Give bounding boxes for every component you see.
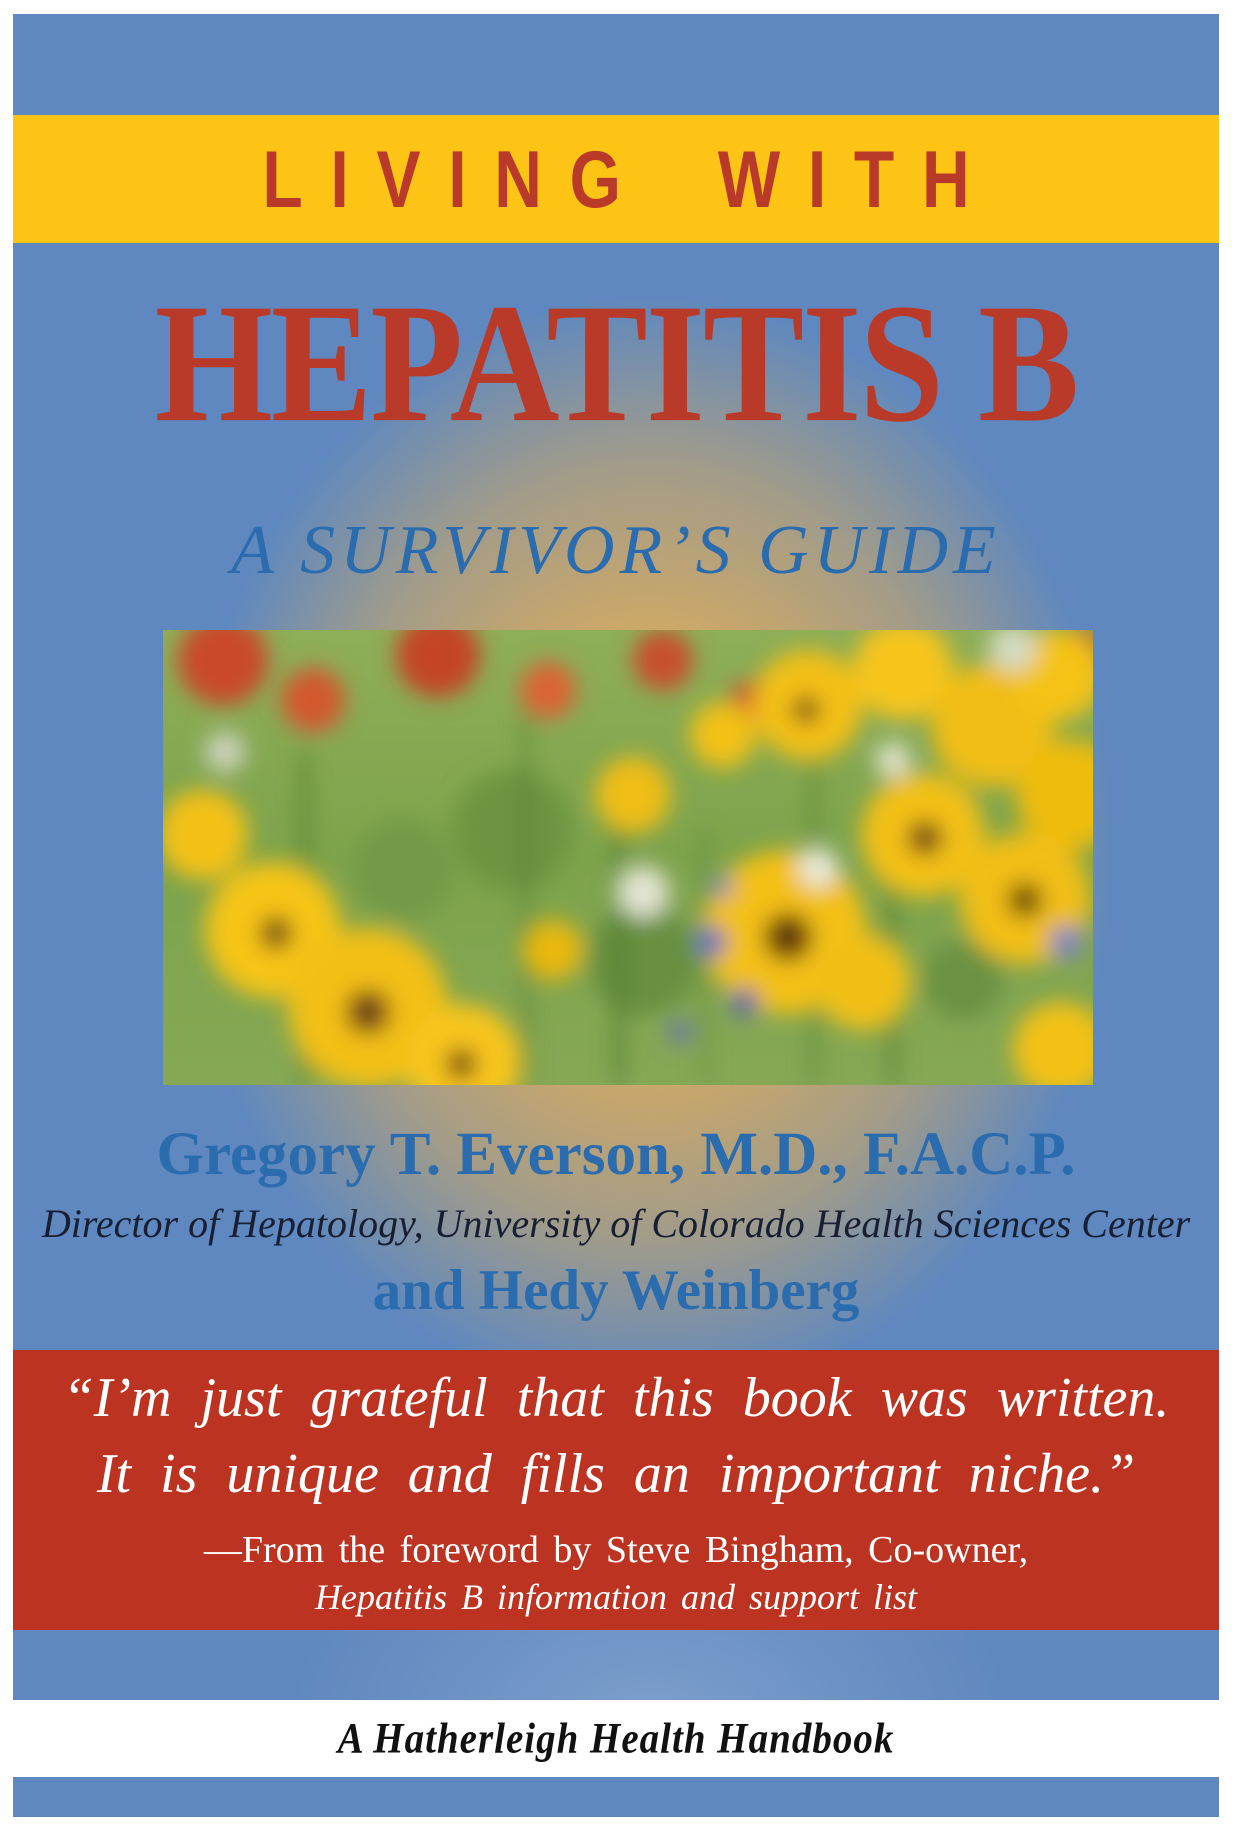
book-subtitle: A SURVIVOR’S GUIDE <box>231 512 1001 589</box>
cover-frame <box>13 14 1219 1817</box>
book-title: HEPATITIS B <box>154 268 1078 458</box>
publisher-band <box>13 1700 1219 1777</box>
series-band <box>13 115 1219 243</box>
quote-line-2: It is unique and fills an important niche.” <box>96 1443 1136 1505</box>
publisher-line: A Hatherleigh Health Handbook <box>337 1714 895 1763</box>
bottom-blue-band <box>13 1777 1219 1817</box>
wildflower-photo <box>163 630 1093 1085</box>
author-credentials: Director of Hepatology, University of Colorado Health Sciences Center <box>41 1201 1191 1246</box>
top-blue-band <box>13 14 1219 115</box>
quote-line-1: “I’m just grateful that this book was written. <box>62 1367 1170 1429</box>
author-name: Gregory T. Everson, M.D., F.A.C.P. <box>156 1121 1076 1188</box>
series-label: LIVING WITH <box>262 133 998 225</box>
quote-attribution: —From the foreword by Steve Bingham, Co-owner, <box>203 1529 1029 1571</box>
quote-source: Hepatitis B information and support list <box>314 1577 918 1617</box>
quote-band <box>13 1350 1219 1630</box>
coauthor-name: and Hedy Weinberg <box>372 1259 860 1322</box>
